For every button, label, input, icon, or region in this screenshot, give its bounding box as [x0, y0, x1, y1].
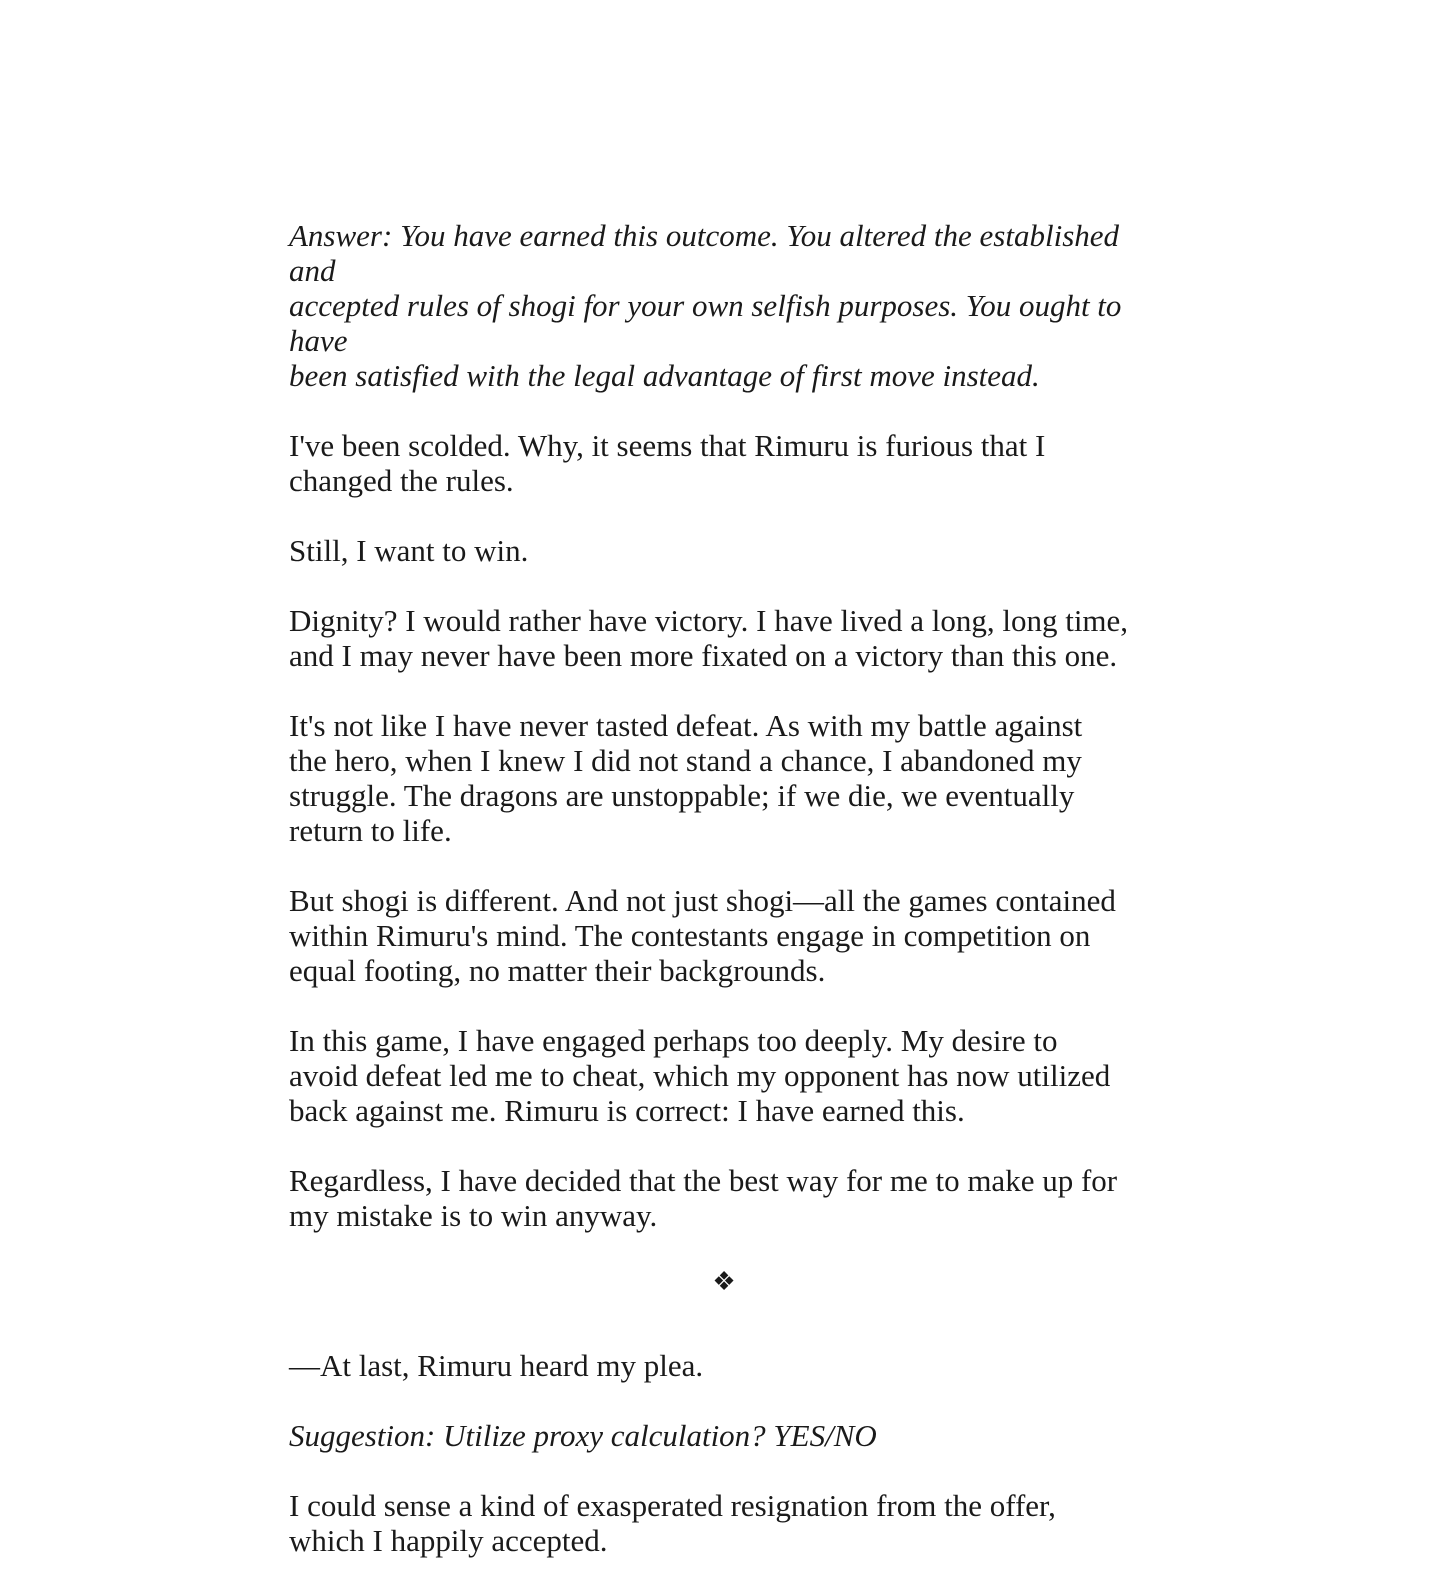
- body-paragraph: But shogi is different. And not just shogi—all the games contained within Rimuru's mind. The contestants engage in competition on equal footing, no matter their backgrounds.: [289, 883, 1116, 988]
- document-page: [289, 218, 1159, 1593]
- suggestion-paragraph: Suggestion: Utilize proxy calculation? YES/NO: [289, 1418, 877, 1453]
- body-paragraph: It's not like I have never tasted defeat. As with my battle against the hero, when I knew I did not stand a chance, I abandoned my struggle. The dragons are unstoppable; if we die, we eventually return to life.: [289, 708, 1083, 848]
- body-paragraph: I've been scolded. Why, it seems that Rimuru is furious that I changed the rules.: [289, 428, 1046, 498]
- answer-paragraph: Answer: You have earned this outcome. You altered the established and accepted rules of shogi for your own selfish purposes. You ought to have been satisfied with the legal advantage of first move instead.: [289, 218, 1122, 393]
- four-diamond-ornament-icon: ❖: [712, 1267, 736, 1296]
- body-paragraph: Regardless, I have decided that the best way for me to make up for my mistake is to win anyway.: [289, 1163, 1118, 1233]
- body-paragraph: Dignity? I would rather have victory. I have lived a long, long time, and I may never have been more fixated on a victory than this one.: [289, 603, 1129, 673]
- body-paragraph: In this game, I have engaged perhaps too deeply. My desire to avoid defeat led me to cheat, which my opponent has now utilized back against me. Rimuru is correct: I have earned this.: [289, 1023, 1111, 1128]
- body-paragraph: —At last, Rimuru heard my plea.: [289, 1348, 704, 1383]
- body-paragraph: Still, I want to win.: [289, 533, 529, 568]
- section-divider: [289, 1264, 1159, 1300]
- body-paragraph: I could sense a kind of exasperated resignation from the offer, which I happily accepted.: [289, 1488, 1056, 1558]
